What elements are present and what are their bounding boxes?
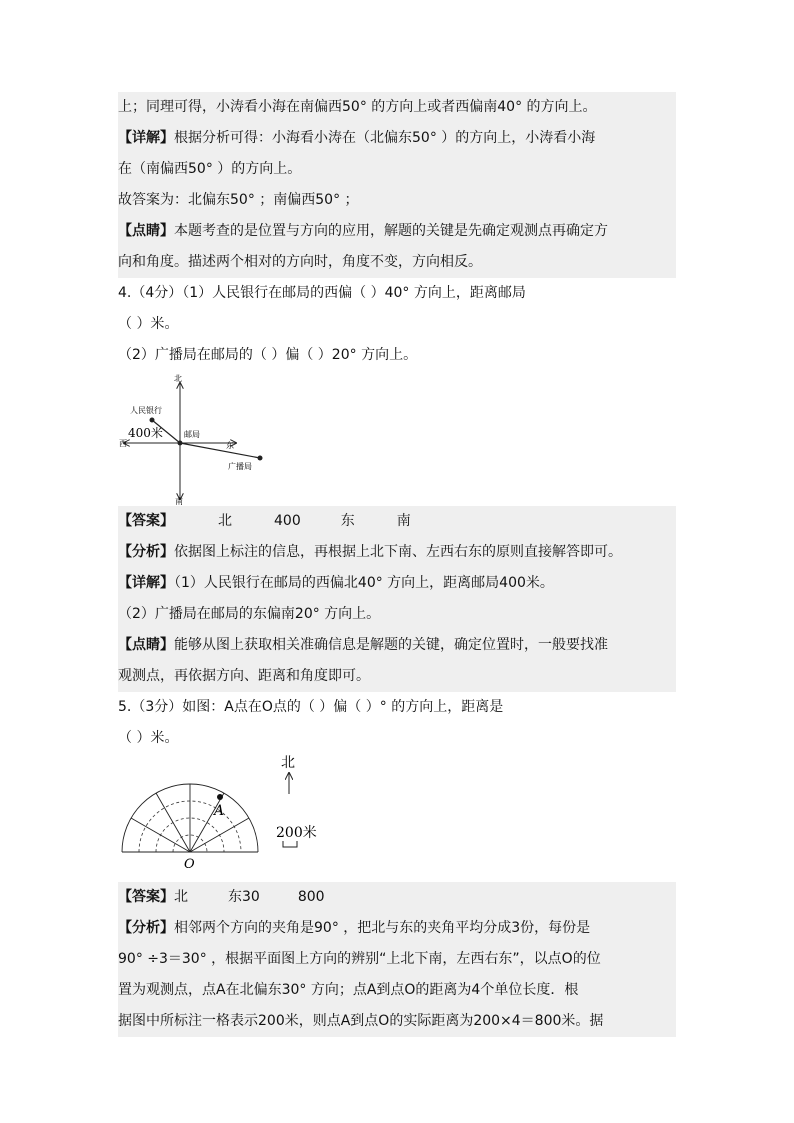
text-line: 据图中所标注一格表示200米，则点A到点O的实际距离为200×4＝800米。据 [118, 1006, 676, 1037]
analysis-tag: 【分析】 [118, 544, 174, 560]
bank-point [150, 418, 155, 423]
compass-figure-q4 [118, 371, 676, 506]
note-tag: 【点睛】 [118, 223, 174, 239]
text-line: 90° ÷3＝30° ，根据平面图上方向的辨别“上北下南，左西右东”，以点O的位 [118, 944, 676, 975]
text-line: （2）广播局在邮局的东偏南20° 方向上。 [118, 599, 676, 630]
answer-line-q4 [118, 506, 676, 537]
text-line [118, 216, 676, 247]
distance-label: 400米 [128, 426, 163, 440]
north-label: 北 [174, 374, 182, 383]
point-a-label: A [214, 803, 225, 819]
north-label: 北 [281, 755, 295, 771]
answer-value: 东30 [228, 889, 260, 905]
bank-label: 人民银行 [130, 406, 162, 415]
post-office-point [178, 441, 183, 446]
answer-value: 北 [218, 513, 232, 529]
south-label: 南 [175, 497, 183, 506]
text-line [118, 568, 676, 599]
text-line: 向和角度。描述两个相对的方向时，角度不变，方向相反。 [118, 247, 676, 278]
answer-value: 800 [297, 889, 325, 905]
detail-text: （1）人民银行在邮局的西偏北40° 方向上，距离邮局400米。 [174, 575, 554, 591]
west-label: 西 [119, 439, 127, 448]
answer-value: 北 [174, 889, 188, 905]
document-body [118, 92, 676, 1037]
note-text: 本题考查的是位置与方向的应用，解题的关键是先确定观测点再确定方 [174, 223, 608, 239]
compass-diagram [118, 371, 278, 506]
question-4-line-2: （ ）米。 [118, 316, 179, 332]
semicircle-diagram [118, 754, 358, 882]
detail-tag: 【详解】 [118, 130, 174, 146]
question-4-line-1: 4.（4分）（1）人民银行在邮局的西偏（ ）40° 方向上，距离邮局 [118, 285, 526, 301]
semicircle-figure-q5 [118, 754, 676, 882]
analysis-text: 相邻两个方向的夹角是90° ，把北与东的夹角平均分成3份，每份是 [174, 920, 591, 936]
answer-tag: 【答案】 [118, 513, 174, 529]
answer-line-q5 [118, 882, 676, 913]
direction-rays [122, 784, 258, 852]
text-line: 置为观测点，点A在北偏东30° 方向；点A到点O的距离为4个单位长度．根 [118, 975, 676, 1006]
text-line [118, 123, 676, 154]
broadcast-label: 广播局 [228, 462, 252, 471]
text-line [118, 630, 676, 661]
answer-value: 南 [396, 513, 411, 529]
text-line: 观测点，再依据方向、距离和角度即可。 [118, 661, 676, 692]
analysis-text: 依据图上标注的信息，再根据上北下南、左西右东的原则直接解答即可。 [174, 544, 622, 560]
text-line [118, 913, 676, 944]
answer-value: 东 [340, 513, 355, 529]
text-line: 上；同理可得，小涛看小海在南偏西50° 的方向上或者西偏南40° 的方向上。 [118, 92, 676, 123]
detail-text: 根据分析可得：小海看小涛在（北偏东50° ）的方向上，小涛看小海 [174, 130, 596, 146]
broadcast-point [258, 456, 263, 461]
text-line: 故答案为：北偏东50° ；南偏西50° ； [118, 185, 676, 216]
point-a [217, 794, 223, 800]
detail-tag: 【详解】 [118, 575, 174, 591]
origin-label: O [184, 857, 195, 872]
note-text: 能够从图上获取相关准确信息是解题的关键，确定位置时，一般要找准 [174, 637, 608, 653]
analysis-tag: 【分析】 [118, 920, 174, 936]
east-label: 东 [226, 441, 234, 450]
text-line [118, 537, 676, 568]
question-4-line-3: （2）广播局在邮局的（ ）偏（ ）20° 方向上。 [118, 347, 418, 363]
question-5-line-2: （ ）米。 [118, 730, 179, 746]
answer-tag: 【答案】 [118, 889, 174, 905]
scale-bar [283, 841, 297, 847]
question-5-line-1: 5.（3分）如图：A点在O点的（ ）偏（ ）° 的方向上，距离是 [118, 699, 504, 715]
note-tag: 【点睛】 [118, 637, 174, 653]
broadcast-line [180, 443, 260, 458]
scale-label: 200米 [276, 825, 317, 841]
post-label: 邮局 [184, 430, 200, 439]
answer-value: 400 [274, 513, 301, 529]
text-line: 在（南偏西50° ）的方向上。 [118, 154, 676, 185]
